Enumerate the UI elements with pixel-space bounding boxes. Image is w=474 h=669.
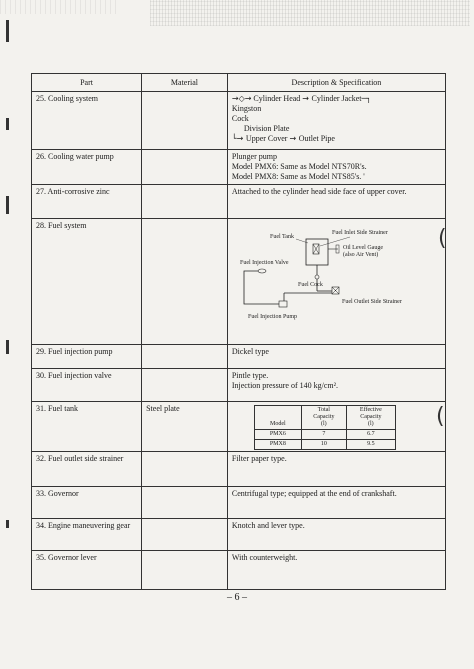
description-cell: Centrifugal type; equipped at the end of crankshaft. [227, 486, 445, 518]
material-cell [142, 344, 228, 368]
outlet-pipe-label: Outlet Pipe [298, 134, 335, 144]
header-part: Part [32, 74, 142, 92]
table-row [32, 344, 446, 368]
material-cell [142, 550, 228, 589]
fuel-diagram-cell [227, 219, 445, 344]
upper-cover-label: Upper Cover [245, 134, 288, 144]
margin-bracket: ( [436, 404, 445, 429]
tank-capacity-cell [227, 401, 445, 451]
fuel-tank-shape [306, 239, 328, 265]
table-row [32, 451, 446, 486]
header-row [32, 74, 446, 92]
fuel-system-diagram [228, 219, 432, 339]
material-cell [142, 486, 228, 518]
fuel-cock-label: Fuel Cock [297, 282, 323, 289]
fuel-outlet-strainer-label: Fuel Outlet Side Strainer [341, 299, 402, 306]
table-row [32, 92, 446, 150]
part-cell: 33. Governor [32, 486, 142, 518]
table-row [32, 550, 446, 589]
description-cell: Plunger pump Model PMX6: Same as Model NTS70R's. Model PMX8: Same as Model NTS85's. ' [227, 150, 445, 185]
cooling-diagram: →◇→ Cylinder Head → Cylinder Jacket─┐ Kingston Cock Division Plate └→ Upper Cover → Outlet Pipe [232, 94, 441, 140]
material-cell [142, 219, 228, 344]
description-cell: With counterweight. [227, 550, 445, 589]
binder-mark [6, 20, 9, 42]
header-description: Description & Specification [227, 74, 445, 92]
table-row [32, 518, 446, 550]
table-row [32, 150, 446, 185]
part-cell: 25. Cooling system [32, 92, 142, 150]
cylinder-head-label: Cylinder Head [253, 94, 301, 104]
table-row [32, 219, 446, 344]
description-cell: Filter paper type. [227, 451, 445, 486]
binder-mark [6, 340, 9, 354]
division-plate-label: Division Plate [243, 124, 290, 134]
material-cell: Steel plate [142, 401, 228, 451]
part-cell: 30. Fuel injection valve [32, 368, 142, 401]
tank-row: PMX8 10 9.5 [254, 439, 395, 449]
part-cell: 34. Engine maneuvering gear [32, 518, 142, 550]
description-cell: Attached to the cylinder head side face of upper cover. [227, 185, 445, 219]
scan-noise-left [0, 0, 120, 14]
material-cell [142, 451, 228, 486]
col-total-header: Total Capacity (l) [301, 405, 346, 429]
description-cell: Knotch and lever type. [227, 518, 445, 550]
fuel-injection-valve-label: Fuel Injection Valve [239, 260, 289, 267]
kingston-label: Kingston [231, 104, 262, 114]
material-cell [142, 368, 228, 401]
description-cell: Pintle type. Injection pressure of 140 kg/cm². [227, 368, 445, 401]
header-material: Material [142, 74, 228, 92]
material-cell [142, 185, 228, 219]
binder-mark [6, 196, 9, 214]
air-vent-label: (also Air Vent) [342, 252, 379, 259]
col-model-header: Model [254, 405, 301, 429]
page-number: – 6 – [227, 592, 247, 603]
binder-mark [6, 118, 9, 130]
table-row [32, 368, 446, 401]
cooling-diagram-cell [227, 92, 445, 150]
material-cell [142, 518, 228, 550]
cock-label: Cock [231, 114, 249, 124]
col-effective-header: Effective Capacity (l) [346, 405, 395, 429]
material-cell [142, 150, 228, 185]
spec-table [31, 73, 446, 590]
margin-bracket: ( [438, 226, 447, 251]
scan-noise [150, 0, 470, 26]
fuel-cock-shape [315, 275, 319, 279]
fuel-inlet-strainer-label: Fuel Inlet Side Strainer [331, 230, 388, 237]
part-cell: 31. Fuel tank [32, 401, 142, 451]
table-row [32, 486, 446, 518]
part-cell: 26. Cooling water pump [32, 150, 142, 185]
part-cell: 28. Fuel system [32, 219, 142, 344]
part-cell: 35. Governor lever [32, 550, 142, 589]
table-row [32, 401, 446, 451]
tank-row: PMX6 7 6.7 [254, 429, 395, 439]
tank-capacity-table [254, 405, 396, 450]
material-cell [142, 92, 228, 150]
oil-level-gauge-label: Oil Level Gauge [342, 245, 383, 252]
part-cell: 32. Fuel outlet side strainer [32, 451, 142, 486]
table-row [32, 185, 446, 219]
description-cell: Dickel type [227, 344, 445, 368]
injection-pump-shape [279, 301, 287, 307]
fuel-injection-pump-label: Fuel Injection Pump [247, 314, 297, 321]
injection-valve-shape [258, 269, 266, 273]
part-cell: 27. Anti-corrosive zinc [32, 185, 142, 219]
cylinder-jacket-label: Cylinder Jacket [311, 94, 362, 104]
fuel-tank-label: Fuel Tank [269, 234, 294, 241]
binder-mark [6, 520, 9, 528]
part-cell: 29. Fuel injection pump [32, 344, 142, 368]
